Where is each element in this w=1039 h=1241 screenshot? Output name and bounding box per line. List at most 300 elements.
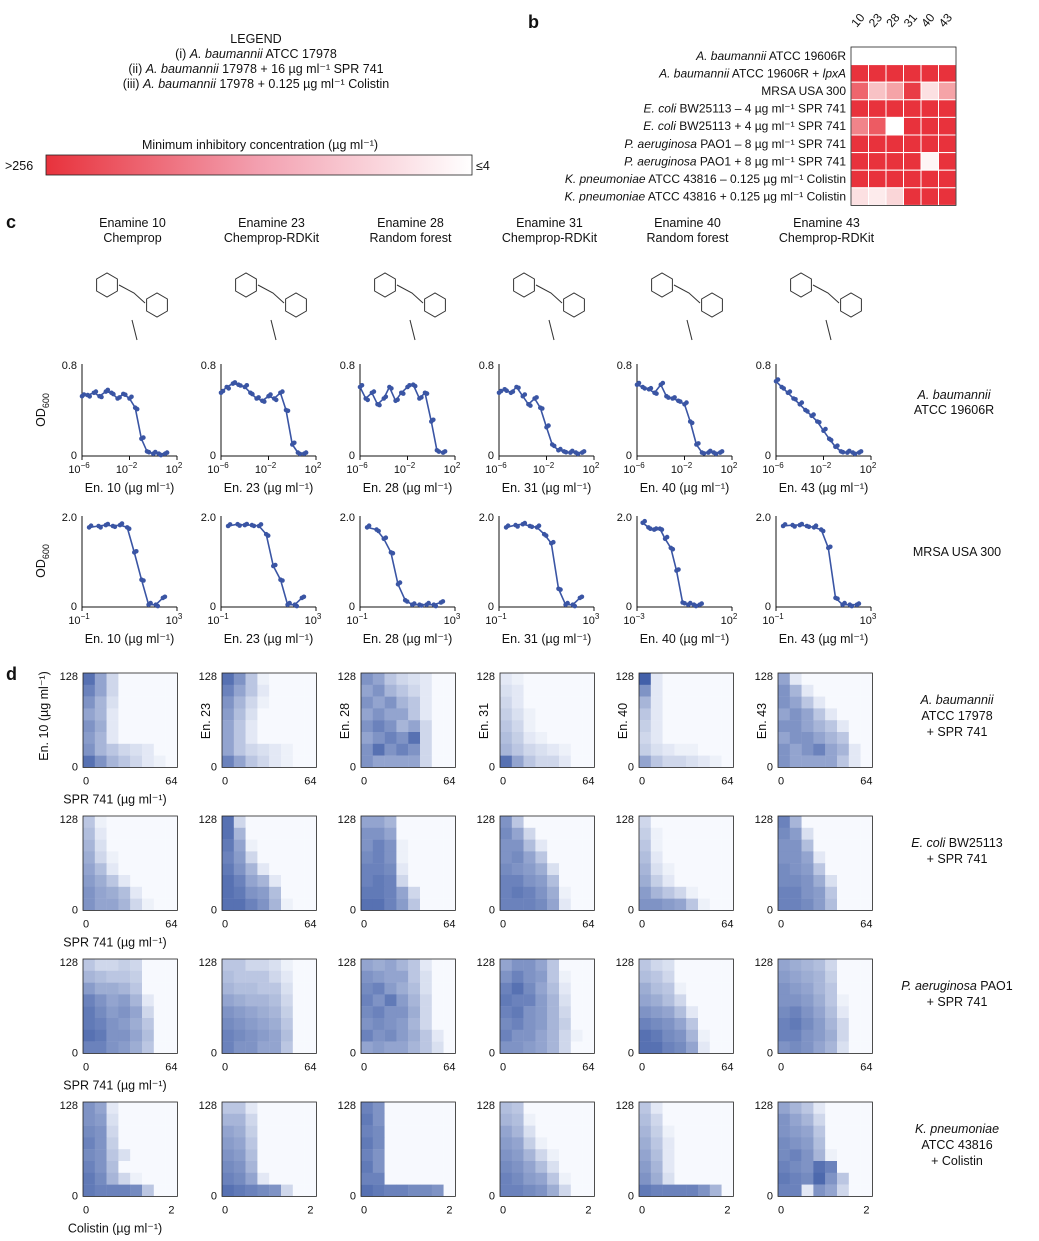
compound-name: Enamine 10	[99, 216, 166, 230]
checkerboard-cell	[408, 1006, 420, 1018]
checkerboard-cell	[118, 720, 130, 732]
checkerboard-cell	[305, 816, 317, 828]
ab-data-point-replicate	[94, 389, 99, 394]
mic-cell	[921, 170, 939, 188]
checkerboard-cell	[651, 685, 663, 697]
checkerboard-cell	[535, 732, 547, 744]
checkerboard-cell	[305, 828, 317, 840]
ab-data-point-replicate	[829, 438, 834, 443]
checkerboard-cell	[802, 840, 814, 852]
checkerboard-cell	[813, 1173, 825, 1185]
mrsa-series-line	[367, 527, 441, 604]
checkerboard-cell	[432, 1042, 444, 1054]
x-axis-label: En. 28 (µg ml⁻¹)	[362, 632, 453, 646]
checkerboard-cell	[790, 971, 802, 983]
row-label-rest: PAO1 + 8 µg ml⁻¹ SPR 741	[696, 154, 846, 169]
mrsa-data-point-replicate	[405, 599, 410, 604]
checkerboard-cell	[408, 1185, 420, 1197]
checkerboard-cell	[698, 899, 710, 911]
checkerboard-cell	[408, 732, 420, 744]
checkerboard-cell	[420, 1018, 432, 1030]
checkerboard-cell	[432, 685, 444, 697]
checkerboard-cell	[710, 1161, 722, 1173]
checkerboard-cell	[722, 720, 734, 732]
checkerboard-cell	[293, 720, 305, 732]
checkerboard-cell	[813, 1006, 825, 1018]
checkerboard-cell	[686, 816, 698, 828]
checkerboard-cell	[246, 1042, 258, 1054]
checkerboard-cell	[142, 708, 154, 720]
strain-label-italic: A. baumannii	[920, 693, 994, 707]
mic-cell	[886, 65, 904, 83]
x-tick-exponent: 3	[594, 612, 600, 621]
checkerboard-cell	[385, 863, 397, 875]
row-label-italic: K. pneumoniae	[564, 172, 646, 186]
checkerboard-cell	[698, 840, 710, 852]
legend	[123, 32, 389, 152]
checkerboard-cell	[651, 744, 663, 756]
checkerboard-cell	[651, 875, 663, 887]
mrsa-data-point-replicate	[828, 545, 833, 550]
ab-data-point-replicate	[504, 388, 509, 393]
x-axis-label: En. 40 (µg ml⁻¹)	[639, 632, 730, 646]
y-tick-label: 0	[209, 450, 216, 462]
checkerboard-cell	[710, 1185, 722, 1197]
checkerboard-cell	[722, 983, 734, 995]
checkerboard-cell	[825, 959, 837, 971]
checkerboard-cell	[281, 1173, 293, 1185]
checkerboard-cell	[849, 1185, 861, 1197]
checkerboard-cell	[281, 971, 293, 983]
checkerboard-cell	[293, 887, 305, 899]
checkerboard-cell	[790, 673, 802, 685]
checkerboard-cell	[281, 1126, 293, 1138]
mrsa-data-point-replicate	[419, 603, 424, 608]
checkerboard-cell	[420, 828, 432, 840]
checkerboard-cell	[222, 720, 234, 732]
y-tick-label: 128	[615, 671, 634, 683]
checkerboard-cell	[849, 983, 861, 995]
checkerboard-cell	[535, 1185, 547, 1197]
checkerboard-cell	[639, 673, 651, 685]
checkerboard-cell	[118, 673, 130, 685]
checkerboard-cell	[571, 685, 583, 697]
checkerboard-cell	[710, 732, 722, 744]
checkerboard-cell	[420, 851, 432, 863]
checkerboard-cell	[663, 887, 675, 899]
column-label: 40	[918, 10, 938, 30]
checkerboard-cell	[281, 756, 293, 768]
x-tick-label: 64	[582, 1061, 595, 1074]
checkerboard-cell	[837, 732, 849, 744]
checkerboard-cell	[722, 1006, 734, 1018]
checkerboard-cell	[222, 863, 234, 875]
mrsa-data-point-replicate	[857, 601, 862, 606]
checkerboard-cell	[512, 708, 524, 720]
checkerboard-cell	[293, 863, 305, 875]
x-tick-label: 2	[168, 1204, 175, 1217]
mic-cell	[921, 100, 939, 118]
checkerboard-cell	[305, 708, 317, 720]
checkerboard-cell	[305, 1173, 317, 1185]
checkerboard-cell	[571, 697, 583, 709]
checkerboard-cell	[861, 673, 873, 685]
checkerboard-cell	[154, 816, 166, 828]
checkerboard-cell	[396, 732, 408, 744]
checkerboard-cell	[154, 732, 166, 744]
checkerboard-cell	[269, 887, 281, 899]
ab-data-point-replicate	[811, 412, 816, 417]
checkerboard-cell	[861, 1030, 873, 1042]
checkerboard-cell	[722, 887, 734, 899]
checkerboard-cell	[837, 673, 849, 685]
checkerboard-cell	[373, 959, 385, 971]
checkerboard-cell	[408, 1126, 420, 1138]
checkerboard-cell	[408, 816, 420, 828]
checkerboard-cell	[524, 971, 536, 983]
checkerboard-cell	[571, 1185, 583, 1197]
ab-data-point-replicate	[702, 451, 707, 456]
checkerboard-cell	[651, 816, 663, 828]
checkerboard-cell	[790, 840, 802, 852]
checkerboard-cell	[361, 744, 373, 756]
checkerboard-cell	[535, 1006, 547, 1018]
ab-data-point-replicate	[250, 392, 255, 397]
checkerboard-cell	[639, 1114, 651, 1126]
checkerboard-cell	[142, 1185, 154, 1197]
checkerboard-cell	[373, 1018, 385, 1030]
checkerboard-cell	[722, 971, 734, 983]
checkerboard-cell	[500, 863, 512, 875]
checkerboard-cell	[257, 1173, 269, 1185]
checkerboard-cell	[663, 1137, 675, 1149]
checkerboard-cell	[722, 1185, 734, 1197]
molecule-structure	[652, 273, 723, 340]
checkerboard-cell	[861, 887, 873, 899]
checkerboard-cell	[583, 685, 595, 697]
checkerboard-cell	[559, 1126, 571, 1138]
checkerboard-cell	[583, 708, 595, 720]
checkerboard-cell	[686, 840, 698, 852]
checkerboard-cell	[825, 697, 837, 709]
checkerboard-cell	[837, 1137, 849, 1149]
checkerboard-cell	[396, 744, 408, 756]
checkerboard-cell	[583, 959, 595, 971]
x-tick-exponent: −2	[406, 461, 416, 470]
y-axis-label-sub: 600	[41, 544, 51, 560]
checkerboard-cell	[710, 887, 722, 899]
checkerboard-cell	[154, 875, 166, 887]
checkerboard-cell	[154, 1126, 166, 1138]
checkerboard-cell	[385, 1173, 397, 1185]
checkerboard-cell	[361, 1030, 373, 1042]
checkerboard-cell	[849, 756, 861, 768]
checkerboard-cell	[83, 994, 95, 1006]
checkerboard-cell	[559, 1018, 571, 1030]
checkerboard-cell	[674, 1018, 686, 1030]
checkerboard-cell	[257, 708, 269, 720]
checkerboard-cell	[95, 744, 107, 756]
x-tick-label: 0	[221, 918, 229, 931]
checkerboard-cell	[396, 959, 408, 971]
checkerboard-cell	[142, 756, 154, 768]
checkerboard-cell	[500, 1042, 512, 1054]
checkerboard-cell	[547, 720, 559, 732]
ab-data-point-replicate	[678, 399, 683, 404]
y-tick-label: 128	[754, 957, 773, 969]
checkerboard-cell	[432, 708, 444, 720]
y-tick-label: 0	[488, 904, 495, 917]
checkerboard-cell	[222, 1137, 234, 1149]
checkerboard-cell	[293, 994, 305, 1006]
checkerboard-cell	[837, 887, 849, 899]
checkerboard-cell	[420, 685, 432, 697]
checkerboard-cell	[130, 720, 142, 732]
checkerboard-cell	[408, 1114, 420, 1126]
checkerboard-cell	[710, 994, 722, 1006]
checkerboard-cell	[154, 983, 166, 995]
checkerboard-cell	[118, 816, 130, 828]
checkerboard-cell	[686, 851, 698, 863]
checkerboard-cell	[639, 994, 651, 1006]
ab-data-point-replicate	[245, 383, 250, 388]
checkerboard-cell	[257, 685, 269, 697]
checkerboard-cell	[396, 1102, 408, 1114]
checkerboard-cell	[142, 1126, 154, 1138]
checkerboard-cell	[524, 1030, 536, 1042]
x-tick-exponent: −1	[497, 612, 507, 621]
checkerboard-cell	[583, 720, 595, 732]
checkerboard-cell	[547, 1173, 559, 1185]
checkerboard-cell	[559, 1030, 571, 1042]
checkerboard-cell	[305, 971, 317, 983]
checkerboard-cell	[686, 756, 698, 768]
checkerboard-cell	[547, 1018, 559, 1030]
checkerboard-cell	[500, 1018, 512, 1030]
checkerboard-cell	[825, 673, 837, 685]
checkerboard-cell	[83, 875, 95, 887]
checkerboard-cell	[547, 1137, 559, 1149]
checkerboard-cell	[234, 756, 246, 768]
checkerboard-cell	[234, 863, 246, 875]
mic-cell	[939, 153, 957, 171]
checkerboard-cell	[444, 887, 456, 899]
y-tick-label: 0	[627, 1190, 634, 1203]
checkerboard-cell	[524, 1018, 536, 1030]
checkerboard-cell	[281, 685, 293, 697]
checkerboard-cell	[130, 1161, 142, 1173]
checkerboard-cell	[269, 983, 281, 995]
checkerboard-cell	[663, 1042, 675, 1054]
ab-data-point-replicate	[360, 383, 365, 388]
checkerboard-cell	[512, 851, 524, 863]
checkerboard-cell	[686, 887, 698, 899]
x-tick-label: 64	[165, 918, 178, 931]
checkerboard-cell	[837, 1102, 849, 1114]
checkerboard-cell	[281, 1161, 293, 1173]
checkerboard-cell	[95, 971, 107, 983]
checkerboard-cell	[778, 1114, 790, 1126]
checkerboard-cell	[802, 1018, 814, 1030]
checkerboard-cell	[130, 1006, 142, 1018]
row-label	[624, 137, 846, 151]
y-tick-label: 2.0	[478, 512, 494, 524]
checkerboard-cell	[722, 840, 734, 852]
checkerboard-cell	[385, 1161, 397, 1173]
checkerboard-cell	[651, 1149, 663, 1161]
checkerboard-cell	[305, 1126, 317, 1138]
checkerboard-cell	[802, 720, 814, 732]
checkerboard-cell	[166, 1018, 178, 1030]
legend-line-2: (ii) A. baumannii 17978 + 16 µg ml⁻¹ SPR 741	[128, 62, 384, 76]
x-tick-label: 0	[499, 1061, 507, 1074]
checkerboard-cell	[639, 863, 651, 875]
checkerboard-cell	[813, 971, 825, 983]
checkerboard-cell	[559, 720, 571, 732]
ab-data-point-replicate	[690, 421, 695, 426]
checkerboard-cell	[222, 899, 234, 911]
checkerboard-cell	[571, 840, 583, 852]
checkerboard-cell	[559, 1185, 571, 1197]
x-tick-label: 64	[721, 918, 734, 931]
checkerboard-cell	[861, 1006, 873, 1018]
ab-data-point-replicate	[221, 389, 226, 394]
mrsa-data-point-replicate	[515, 524, 520, 529]
checkerboard-cell	[512, 983, 524, 995]
x-tick-label: 64	[443, 775, 456, 788]
checkerboard-cell	[408, 840, 420, 852]
checkerboard-cell	[825, 1042, 837, 1054]
checkerboard-cell	[500, 875, 512, 887]
checkerboard-cell	[722, 828, 734, 840]
checkerboard-cell	[154, 899, 166, 911]
checkerboard-cell	[512, 1030, 524, 1042]
x-axis-label: En. 28 (µg ml⁻¹)	[362, 481, 453, 495]
checkerboard-cell	[396, 1161, 408, 1173]
checkerboard-cell	[305, 1161, 317, 1173]
y-tick-label: 0	[488, 1047, 495, 1060]
checkerboard-cell	[825, 756, 837, 768]
mrsa-data-point-replicate	[127, 526, 132, 531]
checkerboard-cell	[663, 863, 675, 875]
checkerboard-cell	[432, 1185, 444, 1197]
checkerboard-cell	[663, 1102, 675, 1114]
checkerboard-cell	[837, 875, 849, 887]
x-tick-label: 0	[777, 1204, 785, 1217]
checkerboard-cell	[234, 851, 246, 863]
checkerboard-cell	[118, 899, 130, 911]
checkerboard-cell	[559, 840, 571, 852]
mic-cell	[921, 65, 939, 83]
checkerboard-cell	[722, 1149, 734, 1161]
checkerboard-cell	[95, 685, 107, 697]
checkerboard-cell	[166, 1114, 178, 1126]
checkerboard-cell	[95, 1126, 107, 1138]
checkerboard-cell	[281, 1018, 293, 1030]
ab-data-point-replicate	[696, 441, 701, 446]
checkerboard-cell	[257, 1126, 269, 1138]
checkerboard-cell	[698, 720, 710, 732]
checkerboard-cell	[651, 1102, 663, 1114]
checkerboard-x-label: Colistin (µg ml⁻¹)	[67, 1221, 163, 1236]
x-tick-exponent: −2	[267, 461, 277, 470]
checkerboard-cell	[293, 708, 305, 720]
checkerboard-cell	[802, 851, 814, 863]
checkerboard-cell	[861, 708, 873, 720]
x-tick-label: $10^2$	[443, 461, 461, 476]
checkerboard-cell	[408, 899, 420, 911]
checkerboard-cell	[547, 697, 559, 709]
checkerboard-cell	[698, 708, 710, 720]
checkerboard-cell	[444, 983, 456, 995]
checkerboard-cell	[547, 1126, 559, 1138]
checkerboard-cell	[222, 840, 234, 852]
checkerboard-cell	[305, 1137, 317, 1149]
checkerboard-cell	[790, 1149, 802, 1161]
checkerboard-cell	[408, 1030, 420, 1042]
checkerboard-cell	[559, 887, 571, 899]
checkerboard-cell	[861, 875, 873, 887]
ab-series-line	[637, 385, 720, 453]
y-tick-label: 0	[349, 1190, 356, 1203]
checkerboard-cell	[432, 732, 444, 744]
checkerboard-cell	[142, 875, 154, 887]
checkerboard-cell	[166, 840, 178, 852]
checkerboard-cell	[385, 899, 397, 911]
checkerboard-cell	[547, 851, 559, 863]
checkerboard-cell	[234, 673, 246, 685]
mic-cell	[921, 82, 939, 100]
checkerboard-cell	[420, 971, 432, 983]
x-tick-label: 64	[443, 1061, 456, 1074]
ab-data-point-replicate	[274, 398, 279, 403]
checkerboard-cell	[118, 1149, 130, 1161]
mrsa-data-point-replicate	[295, 604, 300, 609]
checkerboard-cell	[95, 1149, 107, 1161]
checkerboard-cell	[246, 673, 258, 685]
y-tick-label: 0	[71, 1190, 78, 1203]
checkerboard-cell	[524, 959, 536, 971]
mic-cell	[869, 188, 887, 206]
checkerboard-cell	[107, 720, 119, 732]
checkerboard-cell	[154, 994, 166, 1006]
ab-data-point-replicate	[111, 392, 116, 397]
checkerboard-cell	[849, 875, 861, 887]
checkerboard-cell	[385, 673, 397, 685]
checkerboard-cell	[710, 840, 722, 852]
checkerboard-cell	[281, 697, 293, 709]
checkerboard-cell	[444, 1185, 456, 1197]
checkerboard-cell	[107, 1114, 119, 1126]
checkerboard-cell	[583, 1102, 595, 1114]
checkerboard-cell	[698, 1137, 710, 1149]
checkerboard-cell	[722, 1114, 734, 1126]
checkerboard-cell	[432, 887, 444, 899]
checkerboard-cell	[444, 744, 456, 756]
ab-data-point-replicate	[443, 449, 448, 454]
checkerboard-cell	[790, 899, 802, 911]
x-tick-label: 0	[638, 775, 646, 788]
y-tick-label: 0	[766, 1190, 773, 1203]
y-tick-label: 0	[488, 761, 495, 774]
checkerboard-cell	[444, 1126, 456, 1138]
checkerboard-cell	[524, 1149, 536, 1161]
checkerboard-cell	[361, 1173, 373, 1185]
colorbar-min-label: >256	[5, 159, 34, 173]
y-tick-label: 128	[615, 1100, 634, 1112]
checkerboard-cell	[234, 720, 246, 732]
checkerboard-cell	[813, 1018, 825, 1030]
